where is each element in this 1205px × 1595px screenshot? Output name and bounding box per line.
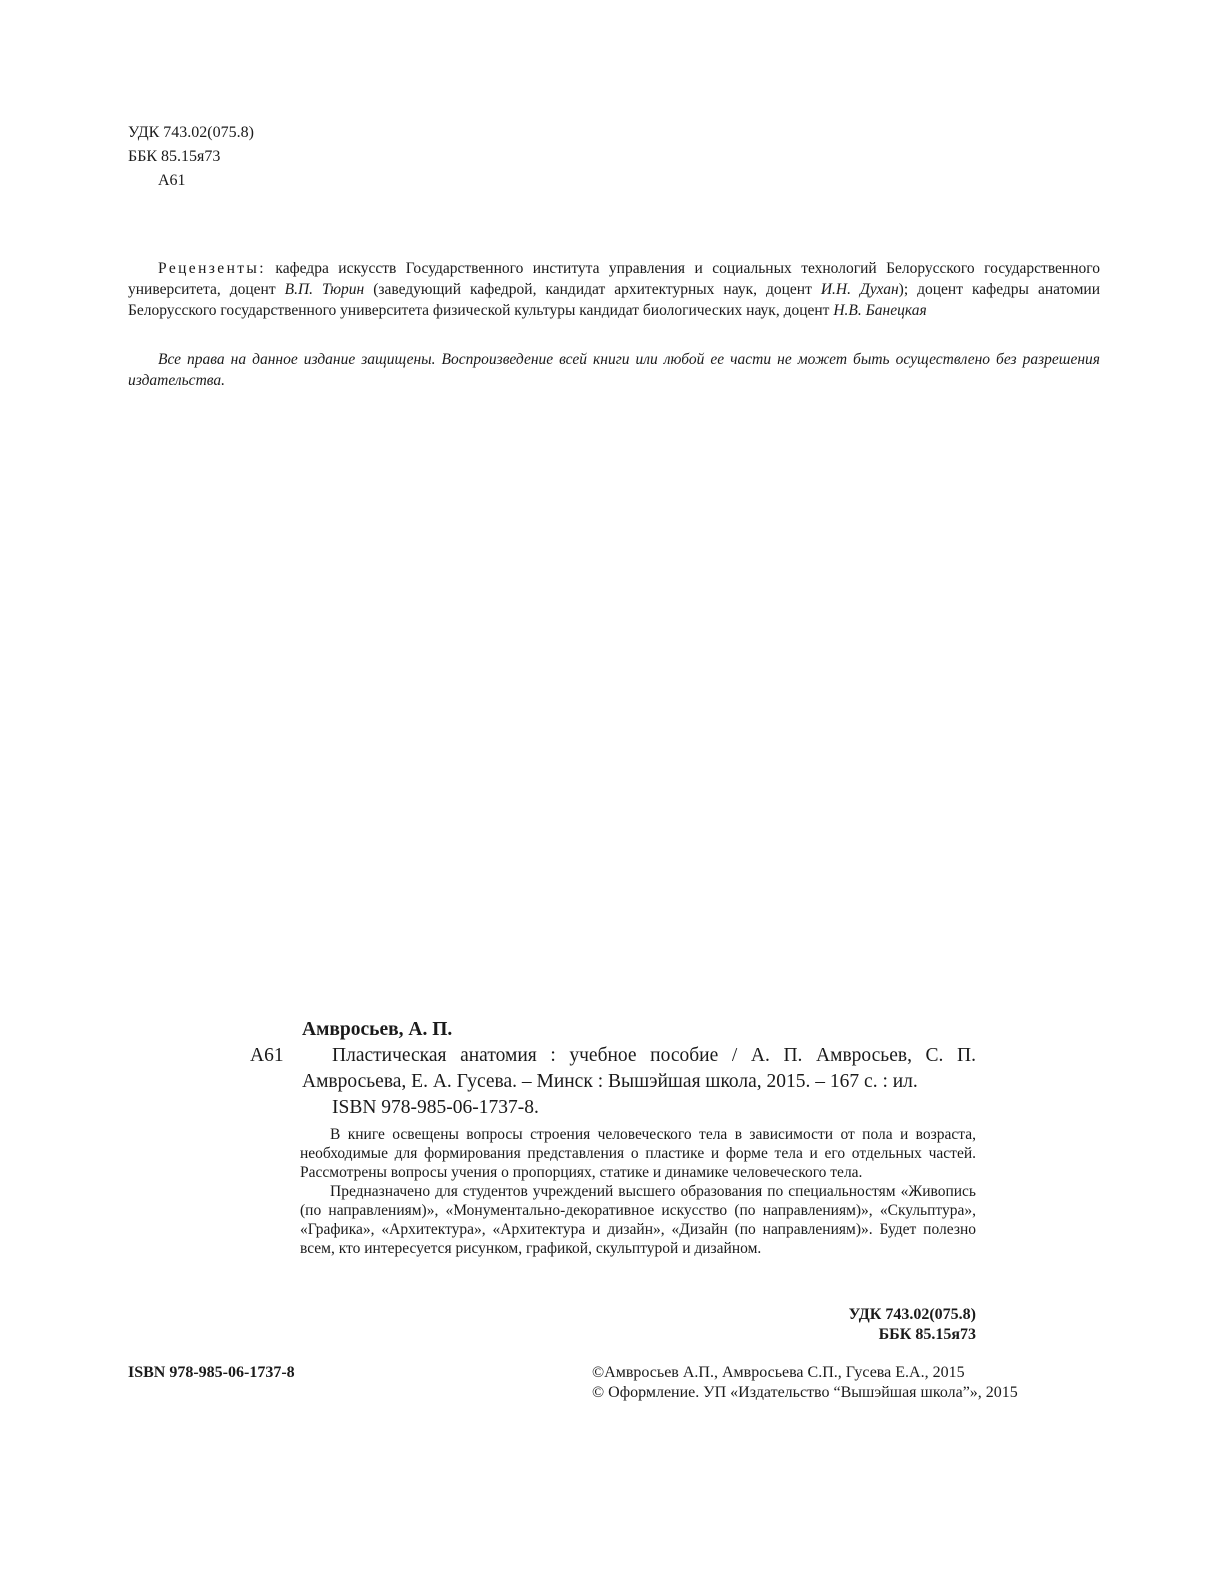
footer-classification <box>760 1305 976 1345</box>
reviewers-paragraph <box>128 258 1100 321</box>
classification-block <box>128 121 254 193</box>
reviewers-text-2: (заведующий кафедрой, кандидат архитектурных наук, доцент <box>364 281 821 298</box>
reviewers-text-1: кафедра искусств Государственного института управления и социальных технологий Белорусского государственного университета, доцент <box>128 260 1100 298</box>
annotation-paragraph-1: В книге освещены вопросы строения человеческого тела в зависимости от пола и возраста, необходимые для формирования представления о пластике и форме тела и его отдельных частей. Рассмотрены вопросы учения о пропорциях, статике и динамике человеческого тела. <box>300 1126 976 1181</box>
author-code: А61 <box>158 172 186 189</box>
footer-udc: УДК 743.02(075.8) <box>848 1306 976 1323</box>
copyright-design: © Оформление. УП «Издательство “Вышэйшая школа”», 2015 <box>592 1384 1018 1401</box>
reviewers-label: Рецензенты: <box>158 260 266 277</box>
card-description: Пластическая анатомия : учебное пособие / А. П. Амвросьев, С. П. Амвросьева, Е. А. Гусева. – Минск : Вышэйшая школа, 2015. – 167 с. : ил. <box>302 1045 976 1092</box>
copyright-authors: ©Амвросьев А.П., Амвросьева С.П., Гусева Е.А., 2015 <box>592 1364 965 1381</box>
footer-isbn: ISBN 978-985-06-1737-8 <box>128 1364 295 1381</box>
bbk-code: ББК 85.15я73 <box>128 148 221 165</box>
card-author: Амвросьев, А. П. <box>302 1019 453 1040</box>
rights-notice: Все права на данное издание защищены. Воспроизведение всей книги или любой ее части не может быть осуществлено без разрешения издательства. <box>128 351 1100 389</box>
annotation <box>300 1125 976 1258</box>
reviewer-name-3: Н.В. Банецкая <box>833 302 927 319</box>
reviewers-text-3: ); доцент кафедры анатомии Белорусского государственного университета физической культуры кандидат биологических наук, доцент <box>128 281 1101 319</box>
card-author-code: А61 <box>250 1045 284 1066</box>
annotation-paragraph-2: Предназначено для студентов учреждений высшего образования по специальностям «Живопись (по направлениям)», «Монументально-декоративное искусство (по направлениям)», «Скульптура», «Графика», «Архитектура», «Архитектура и дизайн», «Дизайн (по направлениям)». Будет полезно всем, кто интересуется рисунком, графикой, скульптурой и дизайном. <box>300 1183 976 1257</box>
reviewer-name-1: В.П. Тюрин <box>284 281 365 298</box>
reviewer-name-2: И.Н. Духан <box>820 281 899 298</box>
card-isbn: ISBN 978-985-06-1737-8. <box>332 1097 539 1118</box>
udc-code: УДК 743.02(075.8) <box>128 124 254 141</box>
footer-bbk: ББК 85.15я73 <box>878 1326 976 1343</box>
copyright-block <box>592 1363 1018 1403</box>
